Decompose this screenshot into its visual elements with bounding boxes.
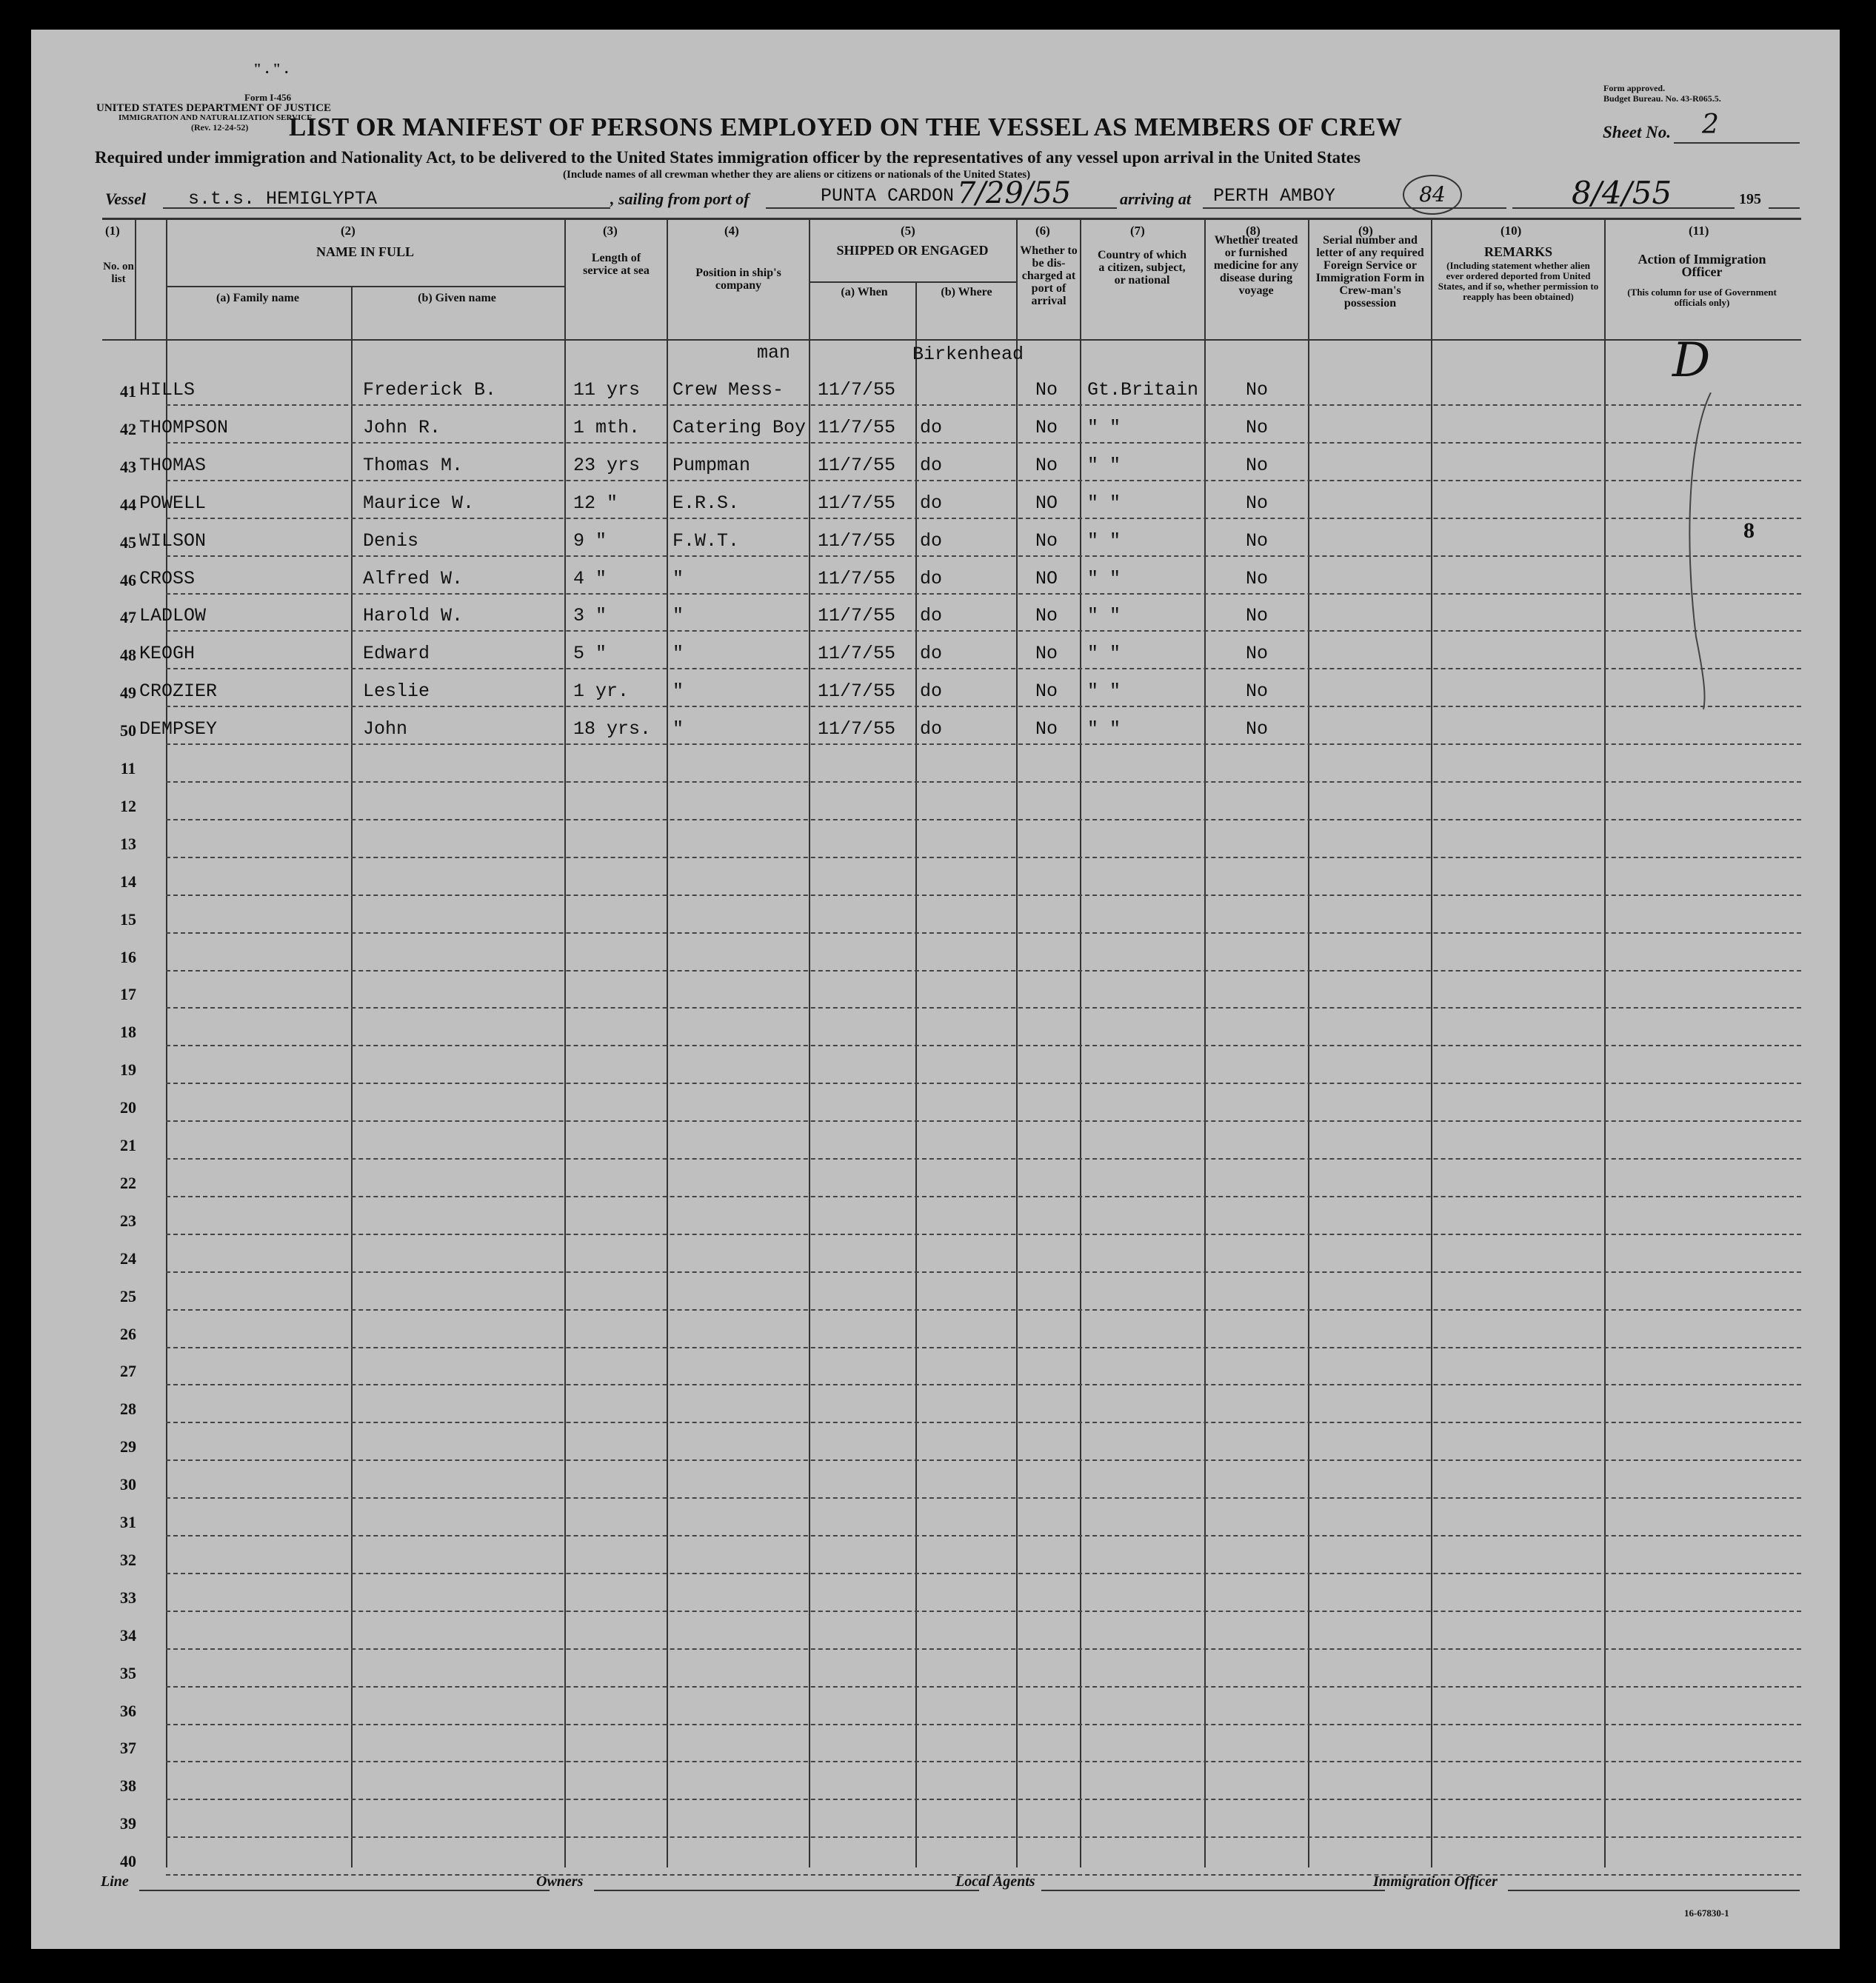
- col7-number: (7): [1130, 224, 1145, 238]
- family-name-cell: CROZIER: [139, 680, 218, 703]
- family-name-cell: WILSON: [139, 529, 207, 552]
- row-number: 33: [120, 1588, 136, 1607]
- row-number: 50: [120, 721, 136, 740]
- arrival-date: 8/4/55: [1572, 175, 1672, 211]
- department: UNITED STATES DEPARTMENT OF JUSTICE: [96, 102, 332, 114]
- col9-header: Serial number and letter of any required Foreign Service or Immigration Form in Crew-man's possession: [1315, 234, 1425, 310]
- medicine-status-cell: No: [1246, 718, 1269, 740]
- medicine-status-cell: No: [1246, 416, 1269, 438]
- family-name-cell: POWELL: [139, 492, 207, 514]
- col1-header: No. on list: [103, 261, 134, 285]
- col10-header: REMARKS: [1483, 244, 1552, 259]
- country-cell: " ": [1087, 605, 1121, 627]
- service-length-cell: 4 ": [573, 567, 607, 589]
- row-rule: [166, 1196, 1801, 1197]
- col2-header: NAME IN FULL: [316, 244, 414, 259]
- row-number: 37: [120, 1739, 136, 1758]
- position-cell: Pumpman: [672, 454, 751, 476]
- position-cell: ": [672, 643, 684, 665]
- discharged-status-cell: NO: [1035, 567, 1058, 589]
- family-name-cell: THOMAS: [139, 454, 207, 476]
- row-rule: [166, 668, 1801, 669]
- col7-header: Country of which a citizen, subject, or national: [1098, 249, 1187, 287]
- given-name-cell: John: [363, 718, 408, 740]
- discharged-status-cell: No: [1035, 718, 1058, 740]
- service: IMMIGRATION AND NATURALIZATION SERVICE: [118, 113, 313, 122]
- row-number: 43: [120, 457, 136, 476]
- shipped-when-cell: 11/7/55: [818, 605, 896, 627]
- service-length-cell: 11 yrs: [573, 379, 641, 401]
- arriving-label: arriving at: [1120, 190, 1191, 208]
- page-title: LIST OR MANIFEST OF PERSONS EMPLOYED ON THE VESSEL AS MEMBERS OF CREW: [289, 113, 1403, 141]
- position-cell: F.W.T.: [672, 529, 740, 552]
- row-rule: [166, 555, 1801, 557]
- row-number: 19: [120, 1060, 136, 1080]
- row-number: 24: [120, 1248, 136, 1268]
- service-length-cell: 12 ": [573, 492, 618, 514]
- col4-number: (4): [724, 224, 739, 238]
- country-cell: " ": [1087, 529, 1121, 552]
- row-rule: [166, 1422, 1801, 1423]
- row-number: 32: [120, 1550, 136, 1569]
- shipped-where-first: Birkenhead: [912, 344, 1024, 365]
- col2b-header: (b) Given name: [418, 292, 496, 304]
- row-number: 21: [120, 1136, 136, 1154]
- row-number: 49: [120, 683, 136, 703]
- position-cell: ": [672, 605, 684, 627]
- country-cell: " ": [1087, 680, 1121, 703]
- subtitle: Required under immigration and Nationality Act, to be delivered to the United States immigration officer by the representatives of any vessel upon arrival in the United States: [95, 148, 1361, 167]
- row-rule: [166, 442, 1801, 444]
- col1-number: (1): [105, 224, 120, 238]
- manifest-sheet: [31, 30, 1840, 1949]
- row-rule: [166, 1535, 1801, 1536]
- row-rule: [166, 706, 1801, 707]
- position-cell: ": [672, 680, 684, 703]
- col3-header: Length of service at sea: [583, 252, 650, 277]
- given-name-cell: Denis: [363, 529, 419, 552]
- vessel-name: s.t.s. HEMIGLYPTA: [188, 188, 378, 210]
- discharged-status-cell: No: [1035, 529, 1058, 552]
- row-rule: [166, 1007, 1801, 1009]
- row-rule: [166, 1836, 1801, 1838]
- row-rule: [166, 1347, 1801, 1348]
- discharged-status-cell: No: [1035, 605, 1058, 627]
- country-cell: Gt.Britain: [1087, 379, 1199, 401]
- shipped-when-cell: 11/7/55: [818, 680, 896, 703]
- col11-number: (11): [1689, 224, 1709, 238]
- position-cell: Crew Mess-: [672, 379, 784, 401]
- col11-header: Action of Immigration Officer: [1638, 252, 1766, 279]
- row-rule: [166, 781, 1801, 783]
- year-label: 195: [1739, 191, 1761, 207]
- row-rule: [166, 1120, 1801, 1122]
- row-number: 46: [120, 570, 136, 589]
- row-number: 47: [120, 608, 136, 627]
- service-length-cell: 18 yrs.: [573, 718, 652, 740]
- col9-number: (9): [1358, 224, 1373, 238]
- col5b-header: (b) Where: [941, 286, 992, 298]
- row-rule: [166, 1459, 1801, 1461]
- row-number: 23: [120, 1211, 136, 1230]
- footer-officer-label: Immigration Officer: [1373, 1873, 1498, 1890]
- officer-count: 8: [1743, 518, 1755, 543]
- port-from: PUNTA CARDON: [821, 185, 955, 207]
- sailing-label: , sailing from port of: [610, 190, 750, 208]
- shipped-where-cell: do: [920, 416, 943, 438]
- shipped-where-cell: do: [920, 492, 943, 514]
- row-rule: [166, 894, 1801, 896]
- form-number: Form I-456: [244, 92, 292, 103]
- row-rule: [166, 1799, 1801, 1800]
- row-number: 30: [120, 1475, 136, 1494]
- form-approved: Form approved.: [1603, 83, 1666, 93]
- shipped-where-cell: do: [920, 529, 943, 552]
- col6-header: Whether to be dis-charged at port of arrival: [1020, 244, 1078, 307]
- print-code: 16-67830-1: [1684, 1907, 1729, 1919]
- row-rule: [166, 1573, 1801, 1574]
- shipped-where-cell: do: [920, 680, 943, 703]
- country-cell: " ": [1087, 643, 1121, 665]
- family-name-cell: THOMPSON: [139, 416, 229, 438]
- footer-line-label: Line: [101, 1873, 129, 1890]
- row-number: 15: [120, 909, 136, 929]
- budget-bureau: Budget Bureau. No. 43-R065.5.: [1603, 93, 1721, 104]
- row-number: 12: [120, 796, 136, 815]
- row-number: 14: [120, 872, 136, 891]
- row-rule: [166, 1686, 1801, 1688]
- row-number: 17: [120, 985, 136, 1004]
- row-number: 11: [120, 759, 136, 778]
- shipped-when-cell: 11/7/55: [818, 567, 896, 589]
- row-rule: [166, 518, 1801, 519]
- vessel-label: Vessel: [105, 190, 146, 208]
- row-rule: [166, 1045, 1801, 1046]
- service-length-cell: 23 yrs: [573, 454, 641, 476]
- family-name-cell: HILLS: [139, 379, 196, 401]
- given-name-cell: Frederick B.: [363, 379, 497, 401]
- row-number: 39: [120, 1814, 136, 1833]
- country-cell: " ": [1087, 718, 1121, 740]
- discharged-status-cell: NO: [1035, 492, 1058, 514]
- given-name-cell: John R.: [363, 416, 441, 438]
- row-number: 36: [120, 1701, 136, 1720]
- discharged-status-cell: No: [1035, 680, 1058, 703]
- medicine-status-cell: No: [1246, 454, 1269, 476]
- col2a-header: (a) Family name: [216, 292, 299, 304]
- country-cell: " ": [1087, 567, 1121, 589]
- medicine-status-cell: No: [1246, 529, 1269, 552]
- service-length-cell: 1 yr.: [573, 680, 630, 703]
- row-number: 27: [120, 1362, 136, 1381]
- row-number: 34: [120, 1625, 136, 1645]
- col6-number: (6): [1035, 224, 1050, 238]
- row-rule: [166, 1234, 1801, 1235]
- service-length-cell: 3 ": [573, 605, 607, 627]
- row-number: 22: [120, 1173, 136, 1192]
- family-name-cell: DEMPSEY: [139, 718, 218, 740]
- row-rule: [166, 743, 1801, 745]
- given-name-cell: Harold W.: [363, 605, 464, 627]
- given-name-cell: Thomas M.: [363, 454, 464, 476]
- shipped-where-cell: do: [920, 718, 943, 740]
- row-rule: [166, 593, 1801, 595]
- shipped-when-cell: 11/7/55: [818, 718, 896, 740]
- row-rule: [166, 1384, 1801, 1385]
- row-number: 41: [120, 382, 136, 401]
- row-rule: [166, 1648, 1801, 1650]
- medicine-status-cell: No: [1246, 643, 1269, 665]
- discharged-status-cell: No: [1035, 454, 1058, 476]
- col5-number: (5): [901, 224, 915, 238]
- include-note: (Include names of all crewman whether they are aliens or citizens or nationals of the United States): [563, 169, 1031, 181]
- sail-date: 7/29/55: [957, 176, 1072, 210]
- position-cell: ": [672, 567, 684, 589]
- row-rule: [166, 1271, 1801, 1273]
- given-name-cell: Maurice W.: [363, 492, 475, 514]
- col8-number: (8): [1246, 224, 1261, 238]
- position-continuation: man: [757, 342, 791, 364]
- officer-stamp: D: [1672, 333, 1711, 388]
- row-number: 13: [120, 834, 136, 853]
- discharged-status-cell: No: [1035, 416, 1058, 438]
- medicine-status-cell: No: [1246, 379, 1269, 401]
- col2-number: (2): [341, 224, 355, 238]
- shipped-where-cell: do: [920, 454, 943, 476]
- discharged-status-cell: No: [1035, 379, 1058, 401]
- country-cell: " ": [1087, 416, 1121, 438]
- revision: (Rev. 12-24-52): [191, 122, 249, 133]
- row-rule: [166, 819, 1801, 820]
- position-cell: Catering Boy: [672, 416, 807, 438]
- row-number: 44: [120, 495, 136, 514]
- country-cell: " ": [1087, 454, 1121, 476]
- given-name-cell: Edward: [363, 643, 430, 665]
- row-number: 28: [120, 1400, 136, 1419]
- shipped-when-cell: 11/7/55: [818, 492, 896, 514]
- footer-owners-label: Owners: [536, 1873, 584, 1890]
- row-rule: [166, 1309, 1801, 1311]
- row-rule: [166, 1761, 1801, 1762]
- row-rule: [166, 1158, 1801, 1160]
- row-number: 40: [120, 1852, 136, 1871]
- family-name-cell: KEOGH: [139, 643, 196, 665]
- given-name-cell: Leslie: [363, 680, 430, 703]
- row-rule: [166, 480, 1801, 481]
- row-rule: [166, 630, 1801, 632]
- service-length-cell: 5 ": [573, 643, 607, 665]
- row-number: 35: [120, 1663, 136, 1682]
- row-number: 31: [120, 1513, 136, 1531]
- shipped-where-cell: do: [920, 643, 943, 665]
- country-cell: " ": [1087, 492, 1121, 514]
- service-length-cell: 9 ": [573, 529, 607, 552]
- row-number: 16: [120, 947, 136, 966]
- given-name-cell: Alfred W.: [363, 567, 464, 589]
- circled-count-text: 84: [1419, 182, 1446, 207]
- row-rule: [166, 404, 1801, 406]
- row-number: 20: [120, 1098, 136, 1117]
- shipped-when-cell: 11/7/55: [818, 454, 896, 476]
- row-rule: [166, 857, 1801, 858]
- col4-header: Position in ship's company: [695, 267, 781, 292]
- discharged-status-cell: No: [1035, 643, 1058, 665]
- shipped-when-cell: 11/7/55: [818, 643, 896, 665]
- col5a-header: (a) When: [841, 286, 888, 298]
- row-rule: [166, 932, 1801, 934]
- row-number: 26: [120, 1324, 136, 1343]
- family-name-cell: CROSS: [139, 567, 196, 589]
- row-rule: [166, 1724, 1801, 1725]
- row-rule: [166, 1611, 1801, 1612]
- col5-header: SHIPPED OR ENGAGED: [836, 243, 989, 258]
- sheet-number: 2: [1702, 110, 1719, 140]
- shipped-when-cell: 11/7/55: [818, 529, 896, 552]
- family-name-cell: LADLOW: [139, 605, 207, 627]
- row-number: 18: [120, 1023, 136, 1042]
- medicine-status-cell: No: [1246, 567, 1269, 589]
- medicine-status-cell: No: [1246, 605, 1269, 627]
- col10-number: (10): [1501, 224, 1522, 238]
- row-number: 42: [120, 419, 136, 438]
- shipped-when-cell: 11/7/55: [818, 379, 896, 401]
- shipped-when-cell: 11/7/55: [818, 416, 896, 438]
- medicine-status-cell: No: [1246, 680, 1269, 703]
- col10-note: (Including statement whether alien ever ordered deported from United States, and if so, whether permission to reapply has been obtained): [1438, 260, 1599, 302]
- row-number: 45: [120, 532, 136, 552]
- sheet-label: Sheet No.: [1603, 123, 1671, 141]
- service-length-cell: 1 mth.: [573, 416, 641, 438]
- shipped-where-cell: do: [920, 567, 943, 589]
- row-number: 29: [120, 1437, 136, 1457]
- footer-agents-label: Local Agents: [955, 1873, 1035, 1890]
- row-rule: [166, 1083, 1801, 1084]
- col3-number: (3): [603, 224, 618, 238]
- row-number: 38: [120, 1776, 136, 1796]
- officer-bracket: [1681, 392, 1726, 711]
- port-to: PERTH AMBOY: [1213, 185, 1336, 207]
- circled-count: [1403, 175, 1462, 215]
- col8-header: Whether treated or furnished medicine for any disease during voyage: [1213, 234, 1299, 297]
- shipped-where-cell: do: [920, 605, 943, 627]
- col11-note: (This column for use of Government officials only): [1627, 287, 1777, 308]
- row-number: 25: [120, 1286, 136, 1305]
- row-rule: [166, 1497, 1801, 1499]
- row-number: 48: [120, 646, 136, 665]
- position-cell: E.R.S.: [672, 492, 740, 514]
- code-mark: " . " .: [253, 61, 289, 77]
- row-rule: [166, 970, 1801, 972]
- medicine-status-cell: No: [1246, 492, 1269, 514]
- position-cell: ": [672, 718, 684, 740]
